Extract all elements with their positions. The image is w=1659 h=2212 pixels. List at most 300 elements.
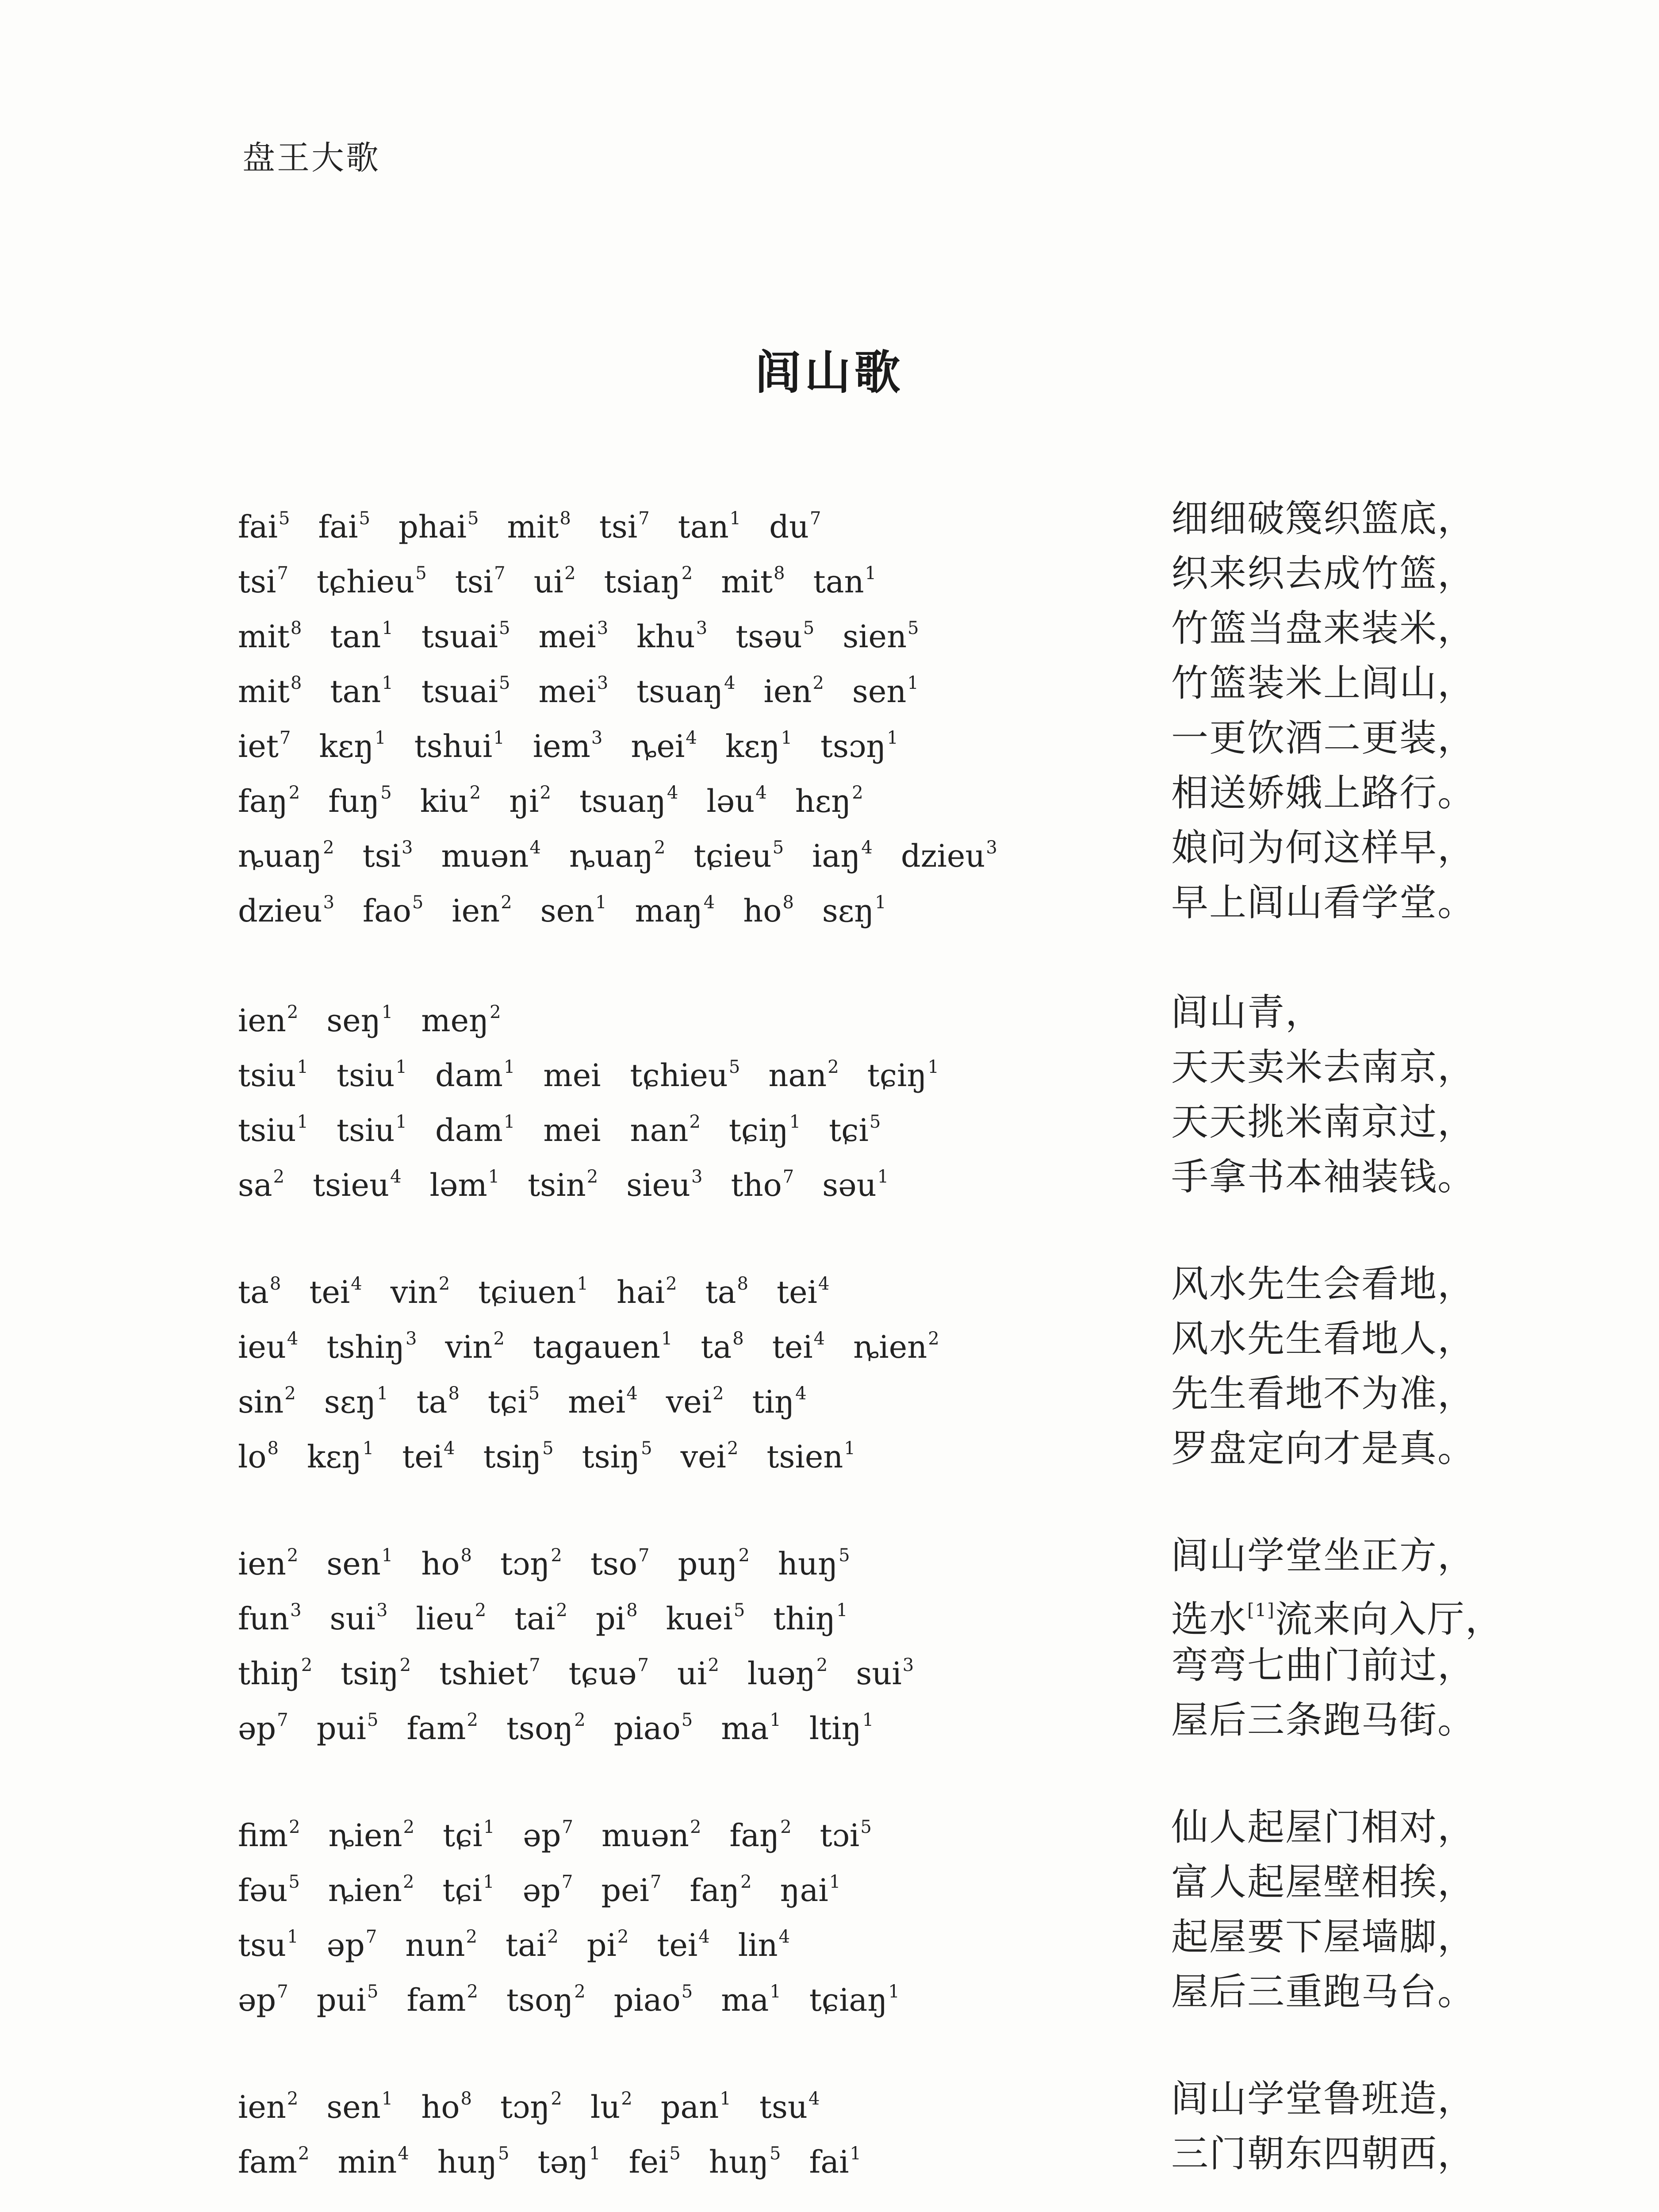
syllable — [435, 1040, 515, 1103]
chinese-text: 一更饮酒二更装， — [1171, 716, 1476, 760]
syllable — [856, 1638, 914, 1701]
syllable — [430, 1149, 500, 1213]
syllable — [328, 765, 392, 829]
syllable-text: sien — [843, 618, 907, 655]
tone-number: 2 — [708, 1655, 719, 1675]
syllable — [478, 1256, 588, 1320]
syllable-text: vin — [445, 1329, 493, 1365]
chinese-text: 流来向入厅， — [1275, 1598, 1503, 1641]
syllable — [752, 1366, 807, 1429]
syllable-text: mit — [238, 618, 290, 655]
chinese-text: 闾山青， — [1171, 991, 1324, 1034]
syllable — [238, 1855, 300, 1918]
syllable — [238, 820, 334, 883]
chinese-text: 细细破篾织篮底， — [1171, 497, 1476, 540]
syllable — [582, 1421, 652, 1484]
syllable-text: mei — [538, 673, 596, 710]
syllable — [324, 1366, 388, 1429]
syllable — [721, 1964, 781, 2028]
tone-number: 4 — [861, 837, 873, 858]
chinese-line — [1171, 491, 1475, 546]
syllable-text: tsuaŋ — [636, 673, 724, 710]
tone-number: 1 — [382, 618, 393, 638]
tone-number: 5 — [279, 508, 290, 529]
tone-number: 3 — [591, 728, 603, 748]
syllable — [405, 1909, 477, 1973]
tone-number: 2 — [490, 1002, 501, 1022]
syllable-text: ui — [677, 1655, 707, 1692]
syllable — [533, 710, 603, 774]
syllable-text: pui — [316, 1982, 366, 2018]
syllable-text: tɕiŋ — [867, 1057, 927, 1094]
verse-line — [0, 1040, 1659, 1094]
verse-line — [0, 1094, 1659, 1149]
syllable — [307, 1421, 374, 1484]
romanization — [238, 985, 529, 1048]
tone-number: 4 — [686, 728, 697, 748]
syllable — [543, 1040, 602, 1103]
tone-number: 4 — [724, 673, 736, 693]
tone-number: 1 — [720, 2089, 731, 2109]
tone-number: 1 — [829, 1872, 841, 1892]
syllable-text: fam — [406, 1710, 466, 1747]
syllable-text: tan — [330, 618, 381, 655]
tone-number: 2 — [713, 1383, 724, 1404]
syllable — [568, 1366, 638, 1429]
tone-number: 2 — [438, 1274, 450, 1294]
verse-line — [0, 820, 1659, 875]
syllable-text: ȵien — [853, 1329, 927, 1365]
syllable-text: pui — [316, 1710, 366, 1747]
syllable — [666, 1366, 724, 1429]
syllable-text: dzieu — [238, 893, 322, 929]
syllable — [729, 1094, 801, 1158]
syllable — [238, 546, 288, 609]
syllable-text: min — [337, 2144, 397, 2180]
verse-line — [0, 1528, 1659, 1583]
tone-number: 1 — [729, 508, 741, 529]
syllable-text: fam — [406, 1982, 466, 2018]
tone-number: 8 — [774, 563, 785, 584]
syllable-text: lieu — [416, 1601, 474, 1637]
syllable-text: tsi — [599, 509, 638, 545]
syllable — [747, 1638, 828, 1701]
syllable — [238, 1421, 279, 1484]
syllable — [599, 491, 650, 554]
syllable — [238, 1638, 312, 1701]
syllable-text: tsi — [362, 838, 401, 874]
syllable — [506, 1964, 586, 2028]
tone-number: 5 — [359, 508, 370, 529]
chinese-line — [1171, 1693, 1475, 1747]
tone-number: 5 — [367, 1710, 379, 1730]
syllable — [483, 1421, 554, 1484]
syllable — [681, 1421, 739, 1484]
syllable-text: tsoŋ — [506, 1710, 574, 1747]
tone-number: 5 — [772, 837, 784, 858]
romanization — [238, 1528, 878, 1591]
romanization — [238, 1311, 968, 1375]
syllable — [590, 2071, 632, 2135]
romanization — [238, 491, 849, 554]
tone-number: 1 — [770, 1710, 781, 1730]
syllable — [500, 2071, 562, 2135]
tone-number: 1 — [395, 1057, 407, 1077]
romanization — [238, 1094, 909, 1158]
chinese-line — [1171, 1366, 1475, 1421]
syllable-text: sa — [238, 1167, 272, 1203]
syllable — [363, 875, 423, 938]
syllable-text: thiŋ — [773, 1601, 835, 1637]
syllable-text: mit — [507, 509, 559, 545]
syllable — [326, 2071, 393, 2135]
syllable-text: tsuaŋ — [579, 783, 666, 819]
syllable — [238, 1528, 298, 1591]
tone-number: 5 — [367, 1982, 379, 2002]
syllable-text: tai — [514, 1601, 556, 1637]
tone-number: 4 — [703, 892, 715, 913]
verse-line — [0, 875, 1659, 930]
stanza — [0, 1528, 1659, 1747]
syllable — [569, 820, 666, 883]
syllable — [514, 1583, 567, 1646]
tone-number: 2 — [689, 1112, 701, 1132]
chinese-line — [1171, 1909, 1475, 1964]
chinese-text: 选水 — [1171, 1598, 1248, 1641]
tone-number: 8 — [267, 1438, 279, 1459]
syllable-text: ltiŋ — [809, 1710, 862, 1747]
syllable-text: mei — [538, 618, 596, 655]
syllable-text: vei — [666, 1384, 712, 1420]
tone-number: 2 — [289, 1817, 300, 1837]
syllable — [523, 1855, 573, 1918]
syllable — [820, 1800, 872, 1863]
syllable-text: tsiu — [238, 1112, 296, 1148]
tone-number: 4 — [795, 1383, 807, 1404]
syllable-text: pi — [595, 1601, 626, 1637]
syllable-text: seŋ — [326, 1002, 381, 1039]
syllable-text: fai — [318, 509, 358, 545]
tone-number: 2 — [323, 837, 334, 858]
syllable-text: huŋ — [437, 2144, 498, 2180]
syllable — [317, 1693, 379, 1756]
chinese-text: 织来织去成竹篮， — [1171, 552, 1476, 595]
syllable — [534, 546, 576, 609]
tone-number: 1 — [877, 1167, 889, 1187]
tone-number: 3 — [691, 1167, 703, 1187]
chinese-text: 风水先生会看地， — [1171, 1262, 1476, 1306]
tone-number: 3 — [597, 618, 609, 638]
syllable — [596, 1583, 638, 1646]
romanization — [238, 1256, 858, 1320]
syllable-text: fam — [238, 2144, 298, 2180]
chinese-line — [1171, 656, 1475, 710]
tone-number: 1 — [297, 1057, 308, 1077]
tone-number: 5 — [498, 2143, 510, 2164]
syllable-text: fim — [238, 1817, 288, 1854]
syllable-text: sɛŋ — [324, 1384, 376, 1420]
tone-number: 5 — [733, 1600, 745, 1621]
syllable — [509, 765, 551, 829]
syllable-text: tshiet — [439, 1655, 529, 1692]
tone-number: 1 — [503, 1112, 515, 1132]
syllable — [635, 875, 715, 938]
tone-number: 1 — [661, 1329, 673, 1349]
stanza — [0, 1800, 1659, 2019]
syllable-text: tsiŋ — [582, 1439, 640, 1475]
romanization — [238, 2071, 848, 2135]
stanza — [0, 985, 1659, 1204]
verse-line — [0, 2126, 1659, 2181]
syllable — [630, 1040, 740, 1103]
tone-number: 4 — [755, 783, 767, 803]
syllable — [523, 1800, 573, 1863]
syllable-text: tsi — [238, 564, 276, 600]
tone-number: 2 — [501, 892, 512, 913]
syllable — [772, 1311, 825, 1375]
tone-number: 2 — [287, 1545, 299, 1566]
tone-number: 3 — [376, 1600, 388, 1621]
romanization — [238, 1909, 818, 1973]
syllable-text: faŋ — [238, 783, 288, 819]
syllable — [238, 2126, 309, 2189]
romanization — [238, 546, 904, 609]
syllable — [706, 765, 766, 829]
syllable — [701, 1311, 743, 1375]
syllable-text: sen — [852, 673, 907, 710]
tone-number: 2 — [284, 1383, 296, 1404]
syllable — [442, 1855, 494, 1918]
verse-line — [0, 1855, 1659, 1909]
tone-number: 2 — [399, 1655, 411, 1675]
syllable — [238, 601, 302, 664]
tone-number: 2 — [547, 1927, 559, 1947]
tone-number: 5 — [669, 2143, 681, 2164]
romanization — [238, 2126, 889, 2189]
tone-number: 1 — [297, 1112, 308, 1132]
tone-number: 1 — [381, 1002, 393, 1022]
syllable-text: piao — [613, 1982, 681, 2018]
syllable — [540, 875, 607, 938]
tone-number: 2 — [928, 1329, 939, 1349]
syllable-text: ien — [238, 2089, 286, 2125]
tone-number: 1 — [493, 728, 505, 748]
chinese-text: 罗盘定向才是真。 — [1171, 1427, 1476, 1470]
tone-number: 2 — [828, 1057, 839, 1077]
tone-number: 2 — [298, 2143, 310, 2164]
tone-number: 3 — [323, 892, 335, 913]
syllable — [736, 601, 814, 664]
syllable-text: mit — [721, 564, 773, 600]
syllable-text: tɕhieu — [630, 1057, 728, 1094]
romanization — [238, 875, 915, 938]
syllable — [853, 1311, 939, 1375]
verse-line — [0, 601, 1659, 656]
syllable-text: faŋ — [729, 1817, 780, 1854]
syllable-text: ho — [743, 893, 782, 929]
syllable-text: fun — [238, 1601, 290, 1637]
syllable-text: tsiu — [238, 1057, 296, 1094]
tone-number: 3 — [405, 1329, 417, 1349]
syllable-text: lu — [590, 2089, 621, 2125]
tone-number: 2 — [540, 783, 551, 803]
syllable — [238, 1311, 298, 1375]
syllable — [443, 1800, 494, 1863]
syllable — [769, 491, 821, 554]
syllable-text: kɛŋ — [307, 1439, 362, 1475]
tone-number: 1 — [395, 1112, 407, 1132]
syllable — [738, 1909, 790, 1973]
tone-number: 1 — [488, 1167, 500, 1187]
tone-number: 2 — [740, 1872, 752, 1892]
syllable — [441, 820, 540, 883]
tone-number: 2 — [467, 1982, 478, 2002]
tone-number: 2 — [574, 1710, 586, 1730]
syllable — [636, 656, 735, 719]
syllable-text: pi — [586, 1927, 617, 1963]
tone-number: 1 — [577, 1274, 588, 1294]
tone-number: 8 — [290, 618, 302, 638]
tone-number: 1 — [887, 728, 898, 748]
chinese-line — [1171, 1855, 1475, 1909]
chinese-text: 早上闾山看学堂。 — [1171, 881, 1476, 924]
romanization — [238, 1583, 876, 1646]
syllable-text: səu — [822, 1167, 877, 1203]
syllable-text: tan — [813, 564, 864, 600]
syllable-text: pei — [601, 1872, 649, 1909]
syllable — [721, 546, 785, 609]
syllable-text: ȵuaŋ — [569, 838, 653, 874]
tone-number: 2 — [780, 1817, 792, 1837]
syllable — [326, 1311, 417, 1375]
syllable — [729, 1800, 791, 1863]
romanization — [238, 1800, 900, 1863]
syllable-text: mit — [238, 673, 290, 710]
tone-number: 4 — [398, 2143, 409, 2164]
syllable — [614, 1964, 693, 2028]
tone-number: 2 — [469, 783, 481, 803]
syllable-text: əp — [326, 1927, 365, 1963]
syllable — [238, 491, 290, 554]
tone-number: 1 — [850, 2143, 861, 2164]
syllable-text: puŋ — [678, 1546, 738, 1582]
syllable-text: kuei — [666, 1601, 733, 1637]
tone-number: 2 — [287, 2089, 299, 2109]
syllable — [678, 491, 741, 554]
syllable — [317, 1964, 379, 2028]
syllable — [238, 765, 300, 829]
syllable — [337, 1040, 407, 1103]
tone-number: 5 — [467, 508, 479, 529]
tone-number: 2 — [812, 673, 824, 693]
chinese-line — [1171, 765, 1475, 820]
syllable-text: tsieu — [313, 1167, 390, 1203]
syllable-text: tsiu — [336, 1112, 395, 1148]
tone-number: 2 — [666, 1274, 677, 1294]
syllable — [455, 546, 506, 609]
tone-number: 2 — [402, 1872, 414, 1892]
syllable — [330, 1583, 388, 1646]
chinese-line — [1171, 1094, 1475, 1149]
tone-number: 7 — [810, 508, 821, 529]
tone-number: 8 — [290, 673, 302, 693]
verse-line — [0, 985, 1659, 1040]
syllable-text: tsu — [759, 2089, 808, 2125]
syllable — [705, 1256, 748, 1320]
verse-line — [0, 710, 1659, 765]
syllable-text: meŋ — [421, 1002, 489, 1039]
syllable — [601, 1855, 661, 1918]
syllable-text: tsəu — [736, 618, 802, 655]
syllable-text: nan — [768, 1057, 827, 1094]
syllable — [901, 820, 997, 883]
romanization — [238, 765, 892, 829]
syllable-text: tsiu — [336, 1057, 395, 1094]
syllable — [764, 656, 824, 719]
chinese-text: 先生看地不为准， — [1171, 1372, 1476, 1415]
syllable — [506, 1909, 559, 1973]
tone-number: 4 — [529, 837, 541, 858]
tone-number: 2 — [556, 1600, 567, 1621]
syllable — [421, 601, 510, 664]
syllable — [631, 710, 697, 774]
romanization — [238, 1149, 917, 1213]
tone-number: 8 — [460, 2089, 472, 2109]
syllable-text: ȵei — [631, 728, 685, 764]
chinese-text: 竹篮装米上闾山， — [1171, 661, 1476, 705]
tone-number: 1 — [844, 1438, 855, 1459]
syllable — [238, 1693, 288, 1756]
syllable — [630, 1094, 701, 1158]
stanza — [0, 491, 1659, 930]
chinese-line — [1171, 2126, 1475, 2181]
tone-number: 1 — [483, 1817, 495, 1837]
syllable-text: ien — [452, 893, 500, 929]
romanization — [238, 1040, 967, 1103]
tone-number: 5 — [542, 1438, 554, 1459]
syllable — [636, 601, 707, 664]
syllable-text: tan — [330, 673, 381, 710]
syllable-text: tɔi — [820, 1817, 860, 1854]
tone-number: 2 — [403, 1817, 415, 1837]
syllable — [309, 1256, 362, 1320]
verse-line — [0, 1149, 1659, 1204]
tone-number: 4 — [351, 1274, 362, 1294]
syllable — [500, 1528, 562, 1591]
tone-number: 8 — [269, 1274, 281, 1294]
footnote-marker[interactable]: [1] — [1247, 1600, 1275, 1621]
chinese-text: 天天卖米去南京， — [1171, 1045, 1476, 1089]
chinese-line — [1171, 1638, 1475, 1693]
syllable-text: tagauen — [533, 1329, 660, 1365]
syllable-text: fai — [238, 509, 278, 545]
syllable-text: nan — [630, 1112, 689, 1148]
tone-number: 1 — [362, 1438, 374, 1459]
syllable — [822, 1149, 889, 1213]
romanization — [238, 1421, 884, 1484]
tone-number: 7 — [562, 1817, 573, 1837]
tone-number: 1 — [789, 1112, 801, 1132]
syllable — [780, 1855, 841, 1918]
tone-number: 2 — [690, 1817, 701, 1837]
syllable — [420, 765, 481, 829]
syllable — [617, 1256, 677, 1320]
chinese-line — [1171, 1528, 1475, 1583]
chinese-line — [1171, 985, 1323, 1040]
verse-line — [0, 1964, 1659, 2019]
syllable-text: kiu — [420, 783, 469, 819]
romanization — [238, 1638, 942, 1701]
